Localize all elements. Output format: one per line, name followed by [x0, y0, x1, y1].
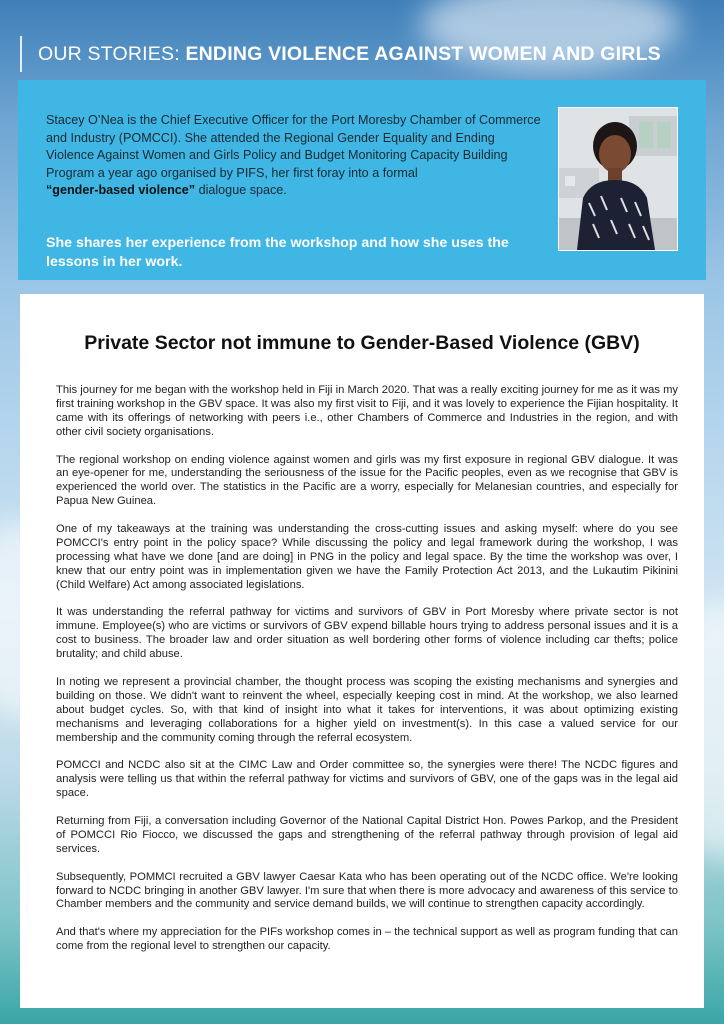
article-body [56, 384, 678, 968]
page-header [20, 36, 704, 72]
intro-text [46, 112, 546, 200]
article-paragraph: It was understanding the referral pathway for victims and survivors of GBV in Port Moresby where private sector is not immune. Employee(s) who are victims or survivors of GBV expend billable hours trying to address personal issues and it is a cost to business. The broader law and order situation as well bordering other forms of violence including car thefts; police brutality; and child abuse. [56, 606, 678, 661]
intro-tail: dialogue space. [195, 183, 287, 197]
article-card [20, 294, 704, 1008]
intro-quote: She shares her experience from the workshop and how she uses the lessons in her work. [46, 235, 509, 270]
article-paragraph: And that's where my appreciation for the PIFs workshop comes in – the technical support as well as program funding that can come from the regional level to strengthen our capacity. [56, 926, 678, 953]
article-paragraph: Subsequently, POMMCI recruited a GBV lawyer Caesar Kata who has been operating out of the NCDC office. We're looking forward to NCDC bringing in another GBV lawyer. I'm sure that when there is more advocacy and awareness of this service to Chamber members and the community and service demand builds, we will continue to strengthen capacity accordingly. [56, 870, 678, 911]
intro-body: Stacey O’Nea is the Chief Executive Officer for the Port Moresby Chamber of Commerce and Industry (POMCCI). She attended the Regional Gender Equality and Ending Violence Against Women and Girls Policy and Budget Monitoring Capacity Building Program a year ago organised by PIFS, her first foray into a formal [46, 113, 541, 180]
article-paragraph: Returning from Fiji, a conversation including Governor of the National Capital District Hon. Powes Parkop, and the President of POMCCI Rio Fiocco, we discussed the gaps and strengthening of the referral pathway through provision of legal aid services. [56, 815, 678, 855]
article-paragraph: In noting we represent a provincial chamber, the thought process was scoping the existing mechanisms and synergies and building on those. We didn't want to reinvent the wheel, especially keeping cost in mind. At the workshop, we also learned about budget cycles. So, with that kind of insight into what it takes for interventions, it was about optimizing existing mechanisms and leveraging collaborations for a higher yield on investment(s). In this case a valued service for our membership and the community coming through the referral ecosystem. [56, 675, 678, 744]
header-main-title: ENDING VIOLENCE AGAINST WOMEN AND GIRLS [185, 42, 661, 65]
article-paragraph: One of my takeaways at the training was understanding the cross-cutting issues and asking myself: where do you see POMCCI's entry point in the policy space? While discussing the policy and legal framework during the workshop, I was processing what have we done [and are doing] in PNG in the policy and legal space. By the time the workshop was over, I knew that our entry point was in implementation given we have the Family Protection Act 2013, and the Lukautim Pikinini (Child Welfare) Act among associated legislations. [56, 523, 678, 591]
article-heading: Private Sector not immune to Gender-Based Violence (GBV) [84, 332, 640, 354]
portrait-photo [558, 107, 678, 251]
header-prefix: OUR STORIES: [38, 42, 186, 65]
portrait-illustration [559, 108, 677, 250]
article-paragraph: The regional workshop on ending violence against women and girls was my first exposure in regional GBV dialogue. It was an eye-opener for me, understanding the seriousness of the issue for the Pacific peoples, even as we recognise that GBV is experienced the world over. The statistics in the Pacific are a worry, especially for Melanesian countries, and especially for Papua New Guinea. [56, 453, 678, 508]
article-paragraph: POMCCI and NCDC also sit at the CIMC Law and Order committee so, the synergies were there! The NCDC figures and analysis were telling us that within the referral pathway for victims and survivors of GBV, one of the gaps was in the legal aid space. [56, 759, 678, 800]
intro-box [18, 80, 706, 280]
header-title [38, 43, 661, 66]
intro-emphasis: “gender-based violence” [46, 183, 196, 197]
article-paragraph: This journey for me began with the workshop held in Fiji in March 2020. That was a really exciting journey for me as it was my first training workshop in the GBV space. It was also my first visit to Fiji, and it was lovely to experience the Fijian hospitality. It came with its offerings of networking with peers i.e., other Chambers of Commerce and Industries in the region, and with other civil society organisations. [56, 384, 678, 438]
